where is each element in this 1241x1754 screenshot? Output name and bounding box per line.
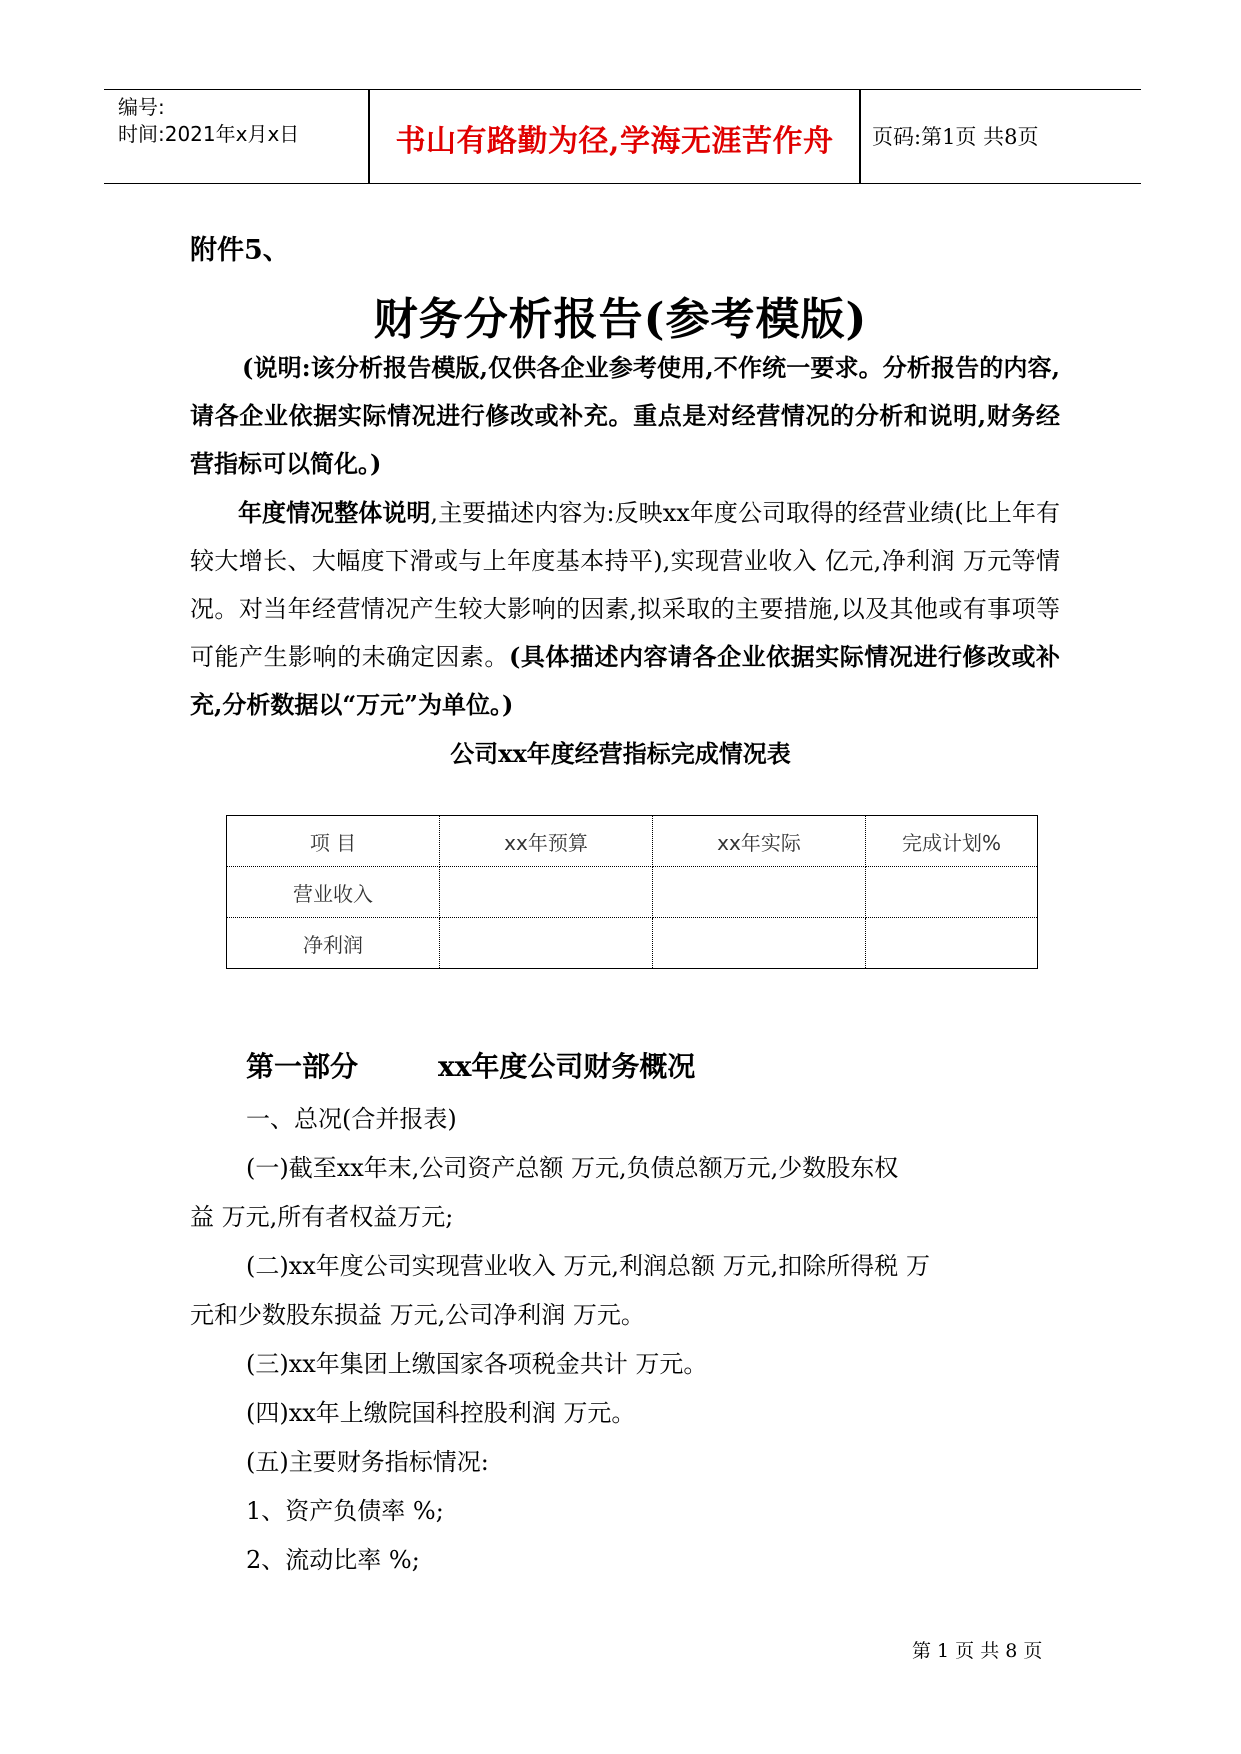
header-motto: 书山有路勤为径,学海无涯苦作舟 <box>395 124 834 159</box>
body-line: 元和少数股东损益 万元,公司净利润 万元。 <box>190 1301 645 1329</box>
body-line: (五)主要财务指标情况: <box>246 1448 489 1476</box>
body-line: (三)xx年集团上缴国家各项税金共计 万元。 <box>246 1350 708 1378</box>
table-header-cell: xx年预算 <box>440 816 653 867</box>
body-line: 2、流动比率 %; <box>246 1546 420 1574</box>
body-line: 一、总况(合并报表) <box>246 1105 457 1133</box>
kpi-table <box>226 815 1038 969</box>
table-row <box>227 867 1038 918</box>
table-title: 公司xx年度经营指标完成情况表 <box>450 739 791 768</box>
table-cell <box>866 867 1038 918</box>
table-cell: 营业收入 <box>227 867 440 918</box>
section-name: xx年度公司财务概况 <box>438 1050 696 1083</box>
note-paragraph: (说明:该分析报告模版,仅供各企业参考使用,不作统一要求。分析报告的内容,请各企业依据实际情况进行修改或补充。重点是对经营情况的分析和说明,财务经营指标可以简化。) <box>190 353 1060 478</box>
attachment-label: 附件5、 <box>190 235 290 266</box>
body-line: 益 万元,所有者权益万元; <box>190 1203 454 1231</box>
header-page-number: 页码:第1页 共8页 <box>872 125 1039 149</box>
table-cell: 净利润 <box>227 918 440 969</box>
overview-body: ,主要描述内容为:反映xx年度公司取得的经营业绩(比上年有较大增长、大幅度下滑或与上年度基本持平),实现营业收入 亿元,净利润 万元等情况。对当年经营情况产生较大影响的因素,拟采取的主要措施,以及其他或有事项等可能产生影响的未确定因素。 <box>190 499 1060 671</box>
body-line: (二)xx年度公司实现营业收入 万元,利润总额 万元,扣除所得税 万 <box>246 1252 930 1280</box>
table-cell <box>653 867 866 918</box>
table-cell <box>866 918 1038 969</box>
body-line: (一)截至xx年末,公司资产总额 万元,负债总额万元,少数股东权 <box>246 1154 899 1182</box>
table-header-cell: 完成计划% <box>866 816 1038 867</box>
table-row <box>227 918 1038 969</box>
body-line: (四)xx年上缴院国科控股利润 万元。 <box>246 1399 636 1427</box>
document-title: 财务分析报告(参考模版) <box>373 294 868 345</box>
section-part: 第一部分 <box>246 1050 359 1083</box>
header-divider <box>859 90 861 183</box>
table-header-row <box>227 816 1038 867</box>
body-line: 1、资产负债率 %; <box>246 1497 444 1525</box>
page-footer: 第 1 页 共 8 页 <box>912 1640 1043 1662</box>
overview-paragraph <box>190 489 1060 729</box>
table-header-cell: xx年实际 <box>653 816 866 867</box>
number-label: 编号: <box>118 95 165 119</box>
overview-lead: 年度情况整体说明 <box>238 498 431 527</box>
time-label: 时间:2021年x月x日 <box>118 122 300 146</box>
header-meta <box>118 94 299 148</box>
table-cell <box>440 918 653 969</box>
overview-tail: (具体描述内容请各企业依据实际情况进行修改或补充,分析数据以“万元”为单位。) <box>190 642 1061 719</box>
table-cell <box>653 918 866 969</box>
table-header-cell: 项 目 <box>227 816 440 867</box>
table-cell <box>440 867 653 918</box>
page-header <box>104 89 1141 184</box>
section-heading <box>246 1045 695 1085</box>
